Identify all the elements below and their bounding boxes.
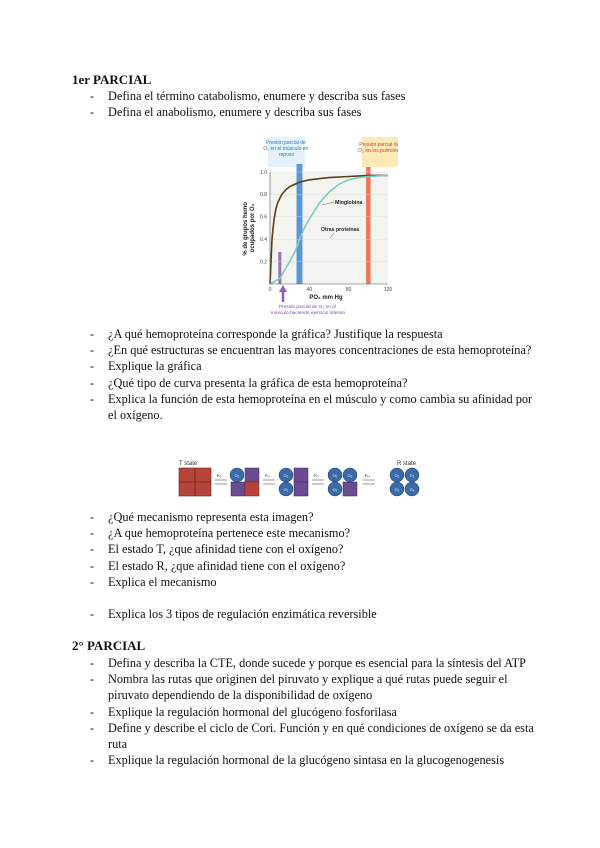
k2-label: K₂ [265,473,270,478]
intermediate-1 [230,468,259,496]
list-item [72,358,542,374]
t-subunit [245,468,259,482]
dash: - [90,542,95,557]
o2-label: O₂ [347,473,353,478]
resting-label-line3: reposo [278,152,295,158]
section2-list [72,655,542,768]
y-axis-label [243,200,256,255]
o2-label: O₂ [283,473,289,478]
x-ticks [269,287,393,293]
t-subunit [179,482,195,496]
item-text: Defina el término catabolismo, enumere y describa sus fases [108,89,406,103]
section2-title: 2° PARCIAL [72,638,146,653]
t-state-hemoglobin [179,468,211,496]
k1-label: K₁ [217,473,222,478]
o2-label: O₂ [394,473,400,478]
r-state-hemoglobin [390,468,419,496]
equilibrium-k1 [215,473,227,484]
x-axis-label: PO₂ mm Hg [309,295,343,301]
k4-label: K₄ [365,473,370,478]
equilibrium-k4 [363,473,375,484]
item-text: ¿En qué estructuras se encuentran las mayores concentraciones de esta hemoproteína? [108,343,532,358]
t-to-r-mechanism-figure [175,458,435,504]
myoglobin-label: Mioglobina [335,200,363,206]
dash: - [90,343,95,358]
list-item [72,326,542,342]
section1-list-graph [72,326,542,423]
item-text: El estado T, ¿que afinidad tiene con el oxígeno? [108,542,344,557]
item-text: El estado R, ¿que afinidad tiene con el oxígeno? [108,558,346,573]
section1-list-top [72,88,542,120]
y-tick-label: 0.2 [260,259,267,266]
list-item [72,752,542,768]
t-subunit [195,468,211,482]
y-axis-label-line2: ocupados por O₂ [250,203,256,253]
o2-label: O₂ [332,473,338,478]
t-subunit [231,482,245,496]
oxygen-binding-chart [238,134,398,324]
list-item [72,704,542,720]
dash: - [90,704,95,719]
item-text: ¿Qué mecanismo representa esta imagen? [108,510,314,524]
t-subunit [179,468,195,482]
o2-label: O₂ [394,487,400,492]
dash: - [90,574,95,589]
o2-label: O₂ [409,487,415,492]
o2-label: O₂ [332,487,338,492]
y-tick-label: 0.4 [260,237,267,243]
chart-svg [238,134,398,324]
dash: - [90,89,95,103]
list-item [72,655,542,671]
t-subunit [195,482,211,496]
exercise-arrowhead [279,285,287,292]
o2-label: O₂ [283,487,289,492]
list-item [72,558,542,574]
list-item [72,391,542,423]
dash: - [90,753,95,768]
dash: - [90,359,95,374]
o2-label: O₂ [409,473,415,478]
x-tick-label: 120 [383,287,393,293]
y-ticks [260,170,267,266]
other-proteins-label: Otras proteínas [321,227,360,233]
t-subunit [294,482,308,496]
x-tick-label: 0 [268,287,272,293]
item-text: Explica la función de esta hemoproteína en el músculo y como cambia su afinidad por el oxígeno. [108,391,533,423]
lungs-label-line1: Presión parcial de [359,142,398,148]
dash: - [90,327,95,341]
r-state-label: R state [397,461,417,467]
t-state-label: T state [179,461,198,467]
list-item [72,720,542,752]
section1-title: 1er PARCIAL [72,72,152,87]
y-tick-label: 1.0 [260,169,267,176]
k3-label: K₃ [314,473,319,478]
dash: - [90,391,95,406]
dash: - [90,607,95,621]
item-text: Explique la regulación hormonal de la glucógeno sintasa en la glucogenogenesis [108,753,505,768]
item-text: Nombra las rutas que originen del piruvato y explique a qué rutas puede seguir el piruvato dependiendo de la disponibilidad de oxígeno [108,672,508,703]
item-text: ¿A qué hemoproteína corresponde la gráfica? Justifique la respuesta [108,327,443,341]
list-item [72,606,542,622]
intermediate-2 [279,468,308,496]
equilibrium-k3 [312,473,324,484]
y-tick-label: 0.8 [260,192,267,199]
item-text: Define y describe el ciclo de Cori. Función y en qué condiciones de oxígeno se da esta ruta [108,720,534,752]
equilibrium-k2 [263,473,275,484]
list-item [72,88,542,104]
dash: - [90,375,95,390]
list-item [72,342,542,358]
exercise-label [271,304,346,316]
list-item [72,574,542,590]
item-text: ¿Qué tipo de curva presenta la gráfica de esta hemoproteína? [108,375,408,390]
mechanism-svg [175,458,435,504]
dash: - [90,105,95,120]
t-subunit [343,482,357,496]
t-subunit [245,482,259,496]
x-tick-label: 40 [306,287,313,293]
dash: - [90,558,95,573]
resting-label-line2: O₂ en el músculo en [263,146,309,152]
item-text: Explique la regulación hormonal del glucógeno fosforilasa [108,704,397,719]
o2-label: O₂ [234,473,240,478]
y-tick-label: 0.6 [260,214,267,221]
x-tick-label: 80 [345,287,352,293]
y-axis-label-line1: % de grupos hemo [243,202,249,256]
list-item [72,104,542,120]
dash: - [90,656,95,670]
t-subunit [294,468,308,482]
section1-list-mechanism [72,509,542,590]
dash: - [90,720,95,735]
item-text: ¿A que hemoproteína pertenece este mecanismo? [108,526,351,541]
dash: - [90,526,95,541]
list-item [72,525,542,541]
dash: - [90,672,95,687]
exercise-label-line1: Presión parcial de O₂ en el [278,305,336,310]
lungs-label-line2: O₂ en los pulmones [358,148,398,154]
dash: - [90,510,95,524]
item-text: Defina y describa la CTE, donde sucede y porque es esencial para la síntesis del ATP [108,656,526,670]
list-item [72,541,542,557]
item-text: Defina el anabolismo, enumere y describa sus fases [108,105,362,120]
lungs-label [358,142,398,154]
section1-list-last [72,606,542,622]
item-text: Explica el mecanismo [108,574,217,589]
intermediate-3 [328,468,357,496]
exercise-label-line2: músculo haciendo ejercicio intenso [270,311,346,316]
list-item [72,671,542,703]
list-item [72,509,542,525]
band-1 [366,167,371,284]
item-text: Explique la gráfica [108,359,202,374]
item-text: Explica los 3 tipos de regulación enzimática reversible [108,607,377,621]
resting-label-line1: Presión parcial de [265,140,306,146]
list-item [72,375,542,391]
